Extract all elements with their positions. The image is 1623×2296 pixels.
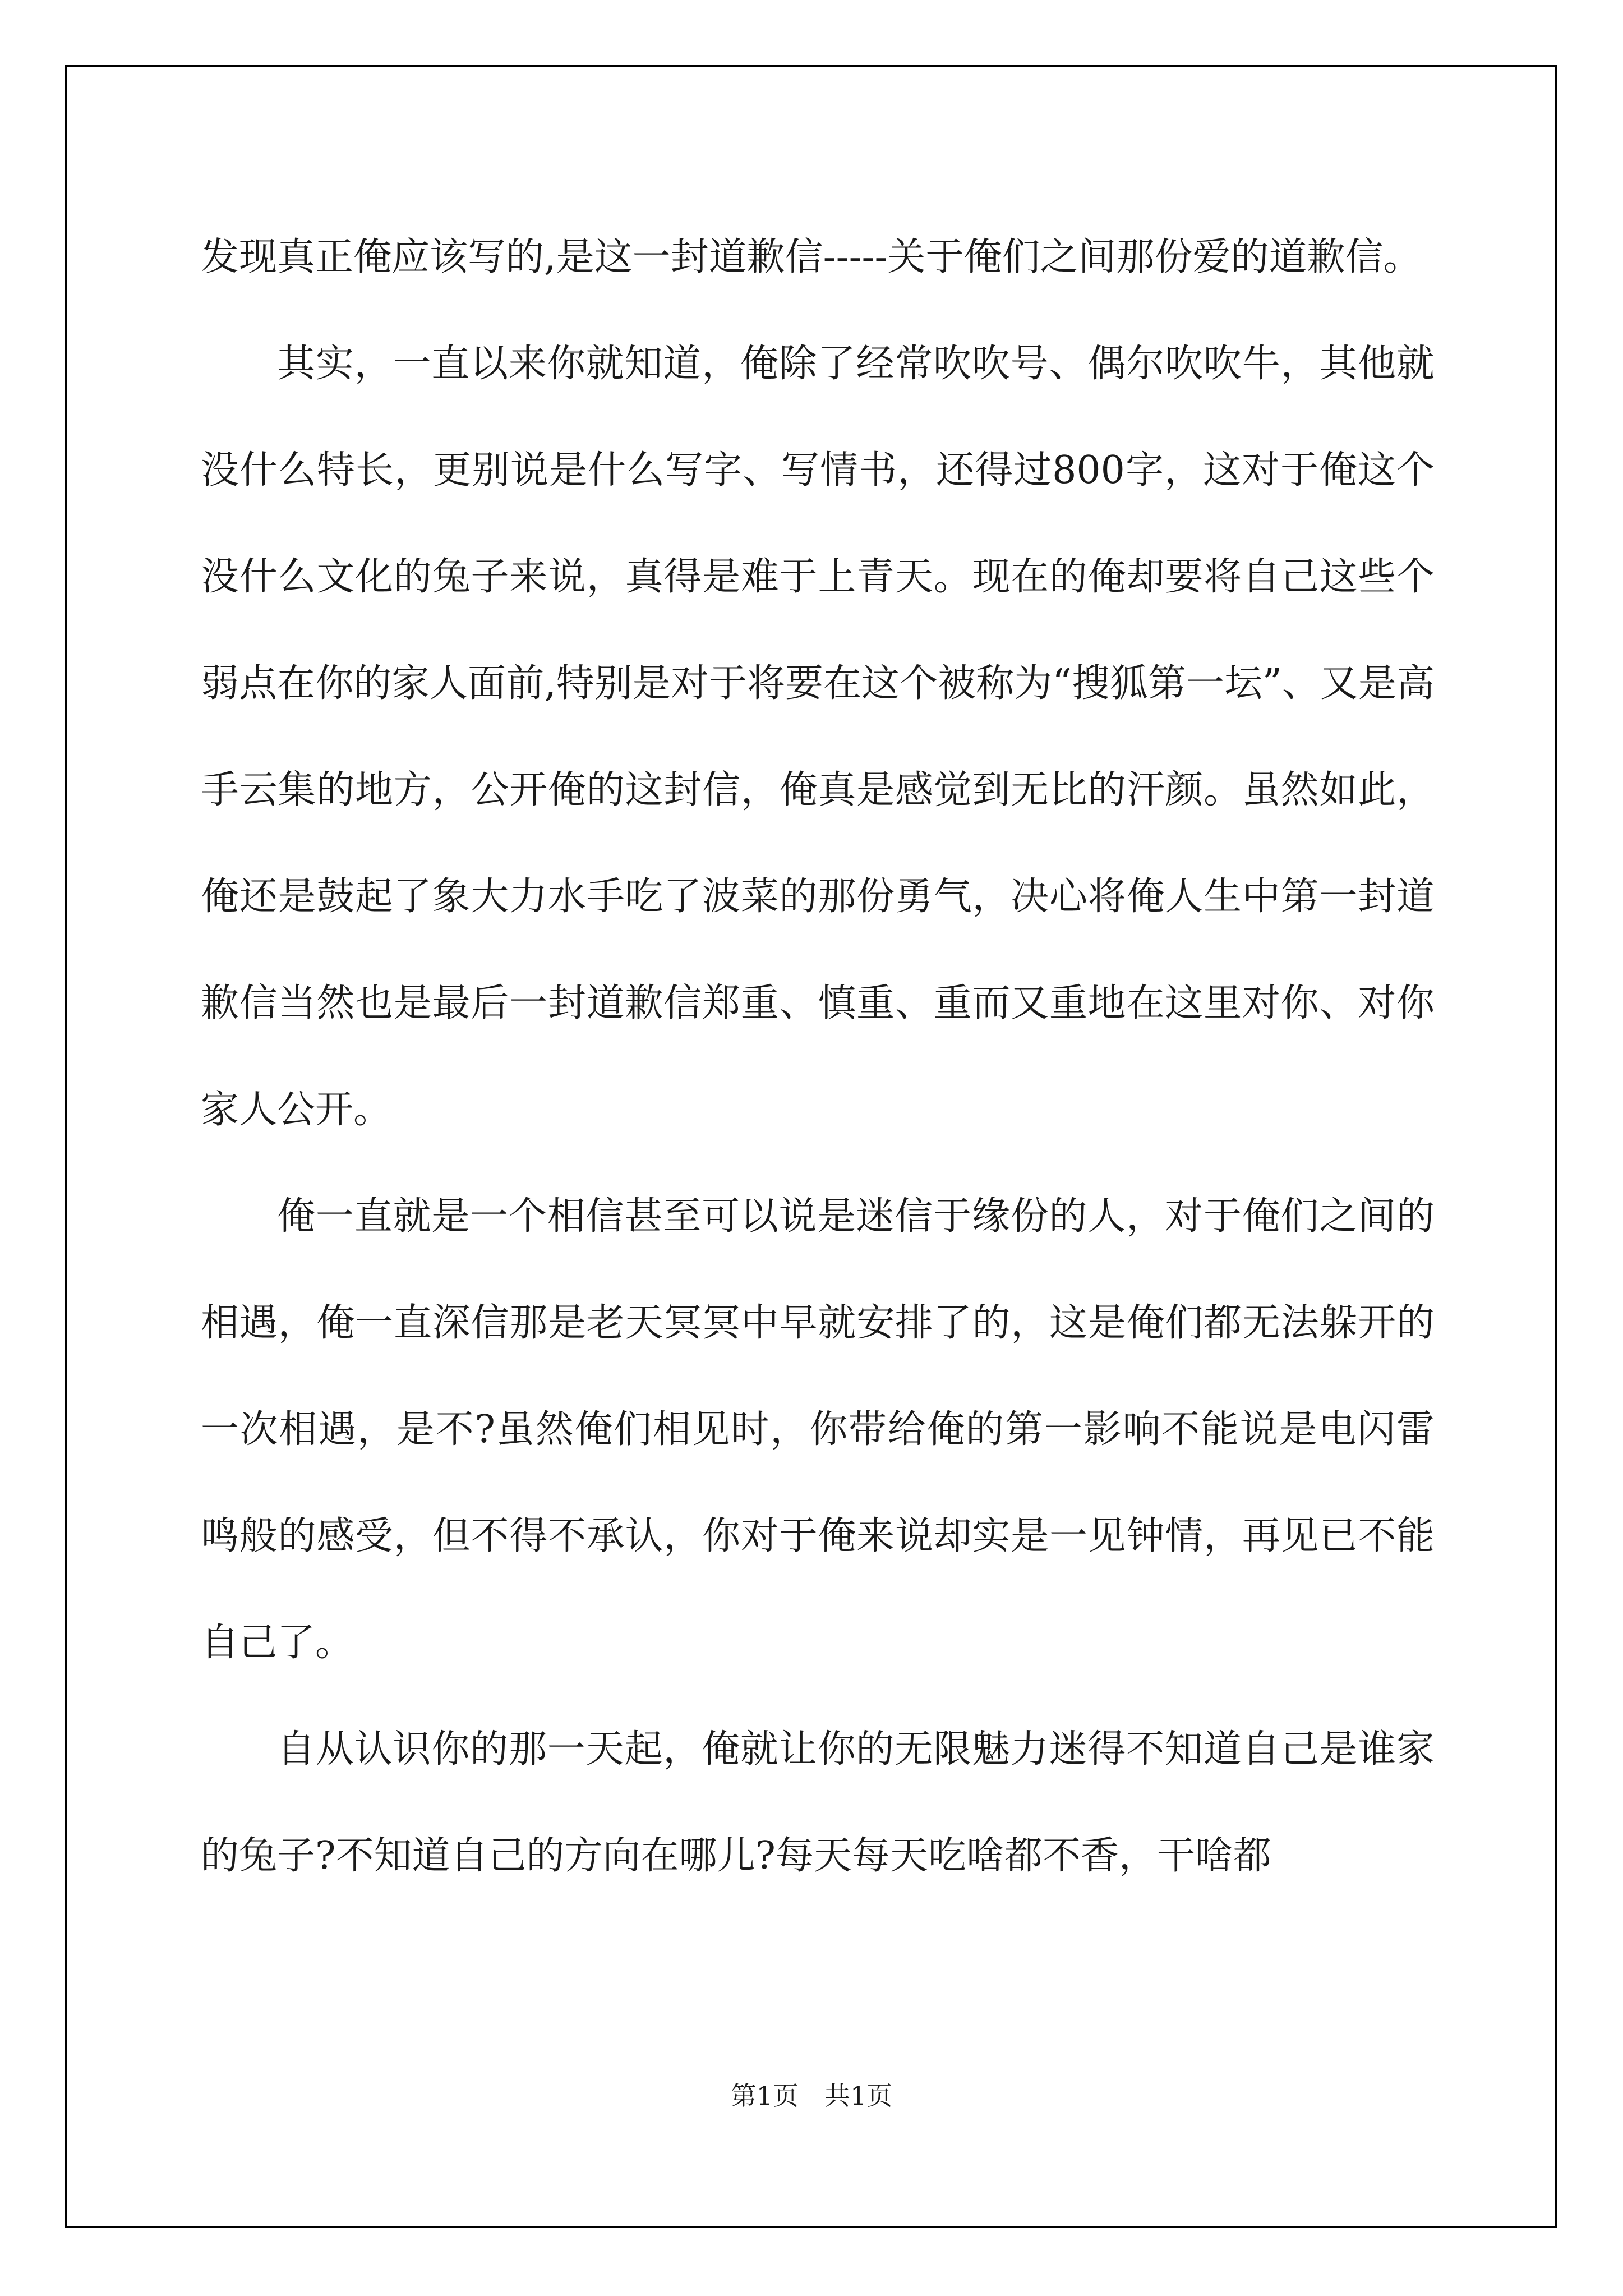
paragraph-1: 发现真正俺应该写的,是这一封道歉信-----关于俺们之间那份爱的道歉信。 [201, 235, 1422, 279]
document-body [201, 204, 1435, 1910]
paragraph-3: 俺一直就是一个相信甚至可以说是迷信于缘份的人，对于俺们之间的相遇，俺一直深信那是老天冥冥中早就安排了的，这是俺们都无法躲开的一次相遇，是不?虽然俺们相见时，你带给俺的第一影响不能说是电闪雷鸣般的感受，但不得不承认，你对于俺来说却实是一见钟情，再见已不能自己了。 [201, 1194, 1435, 1665]
page-total: 共1页 [824, 2081, 893, 2111]
paragraph-2: 其实，一直以来你就知道，俺除了经常吹吹号、偶尔吹吹牛，其他就没什么特长，更别说是什么写字、写情书，还得过800字，这对于俺这个没什么文化的兔子来说，真得是难于上青天。现在的俺却要将自己这些个弱点在你的家人面前,特别是对于将要在这个被称为“搜狐第一坛”、又是高手云集的地方，公开俺的这封信，俺真是感觉到无比的汗颜。虽然如此，俺还是鼓起了象大力水手吃了波菜的那份勇气，决心将俺人生中第一封道歉信当然也是最后一封道歉信郑重、慎重、重而又重地在这里对你、对你家人公开。 [201, 342, 1435, 1132]
page-number: 第1页 [730, 2081, 799, 2111]
paragraph-4: 自从认识你的那一天起，俺就让你的无限魅力迷得不知道自己是谁家的兔子?不知道自己的方向在哪儿?每天每天吃啥都不香，干啥都 [201, 1727, 1435, 1878]
page-footer [0, 2076, 1623, 2113]
